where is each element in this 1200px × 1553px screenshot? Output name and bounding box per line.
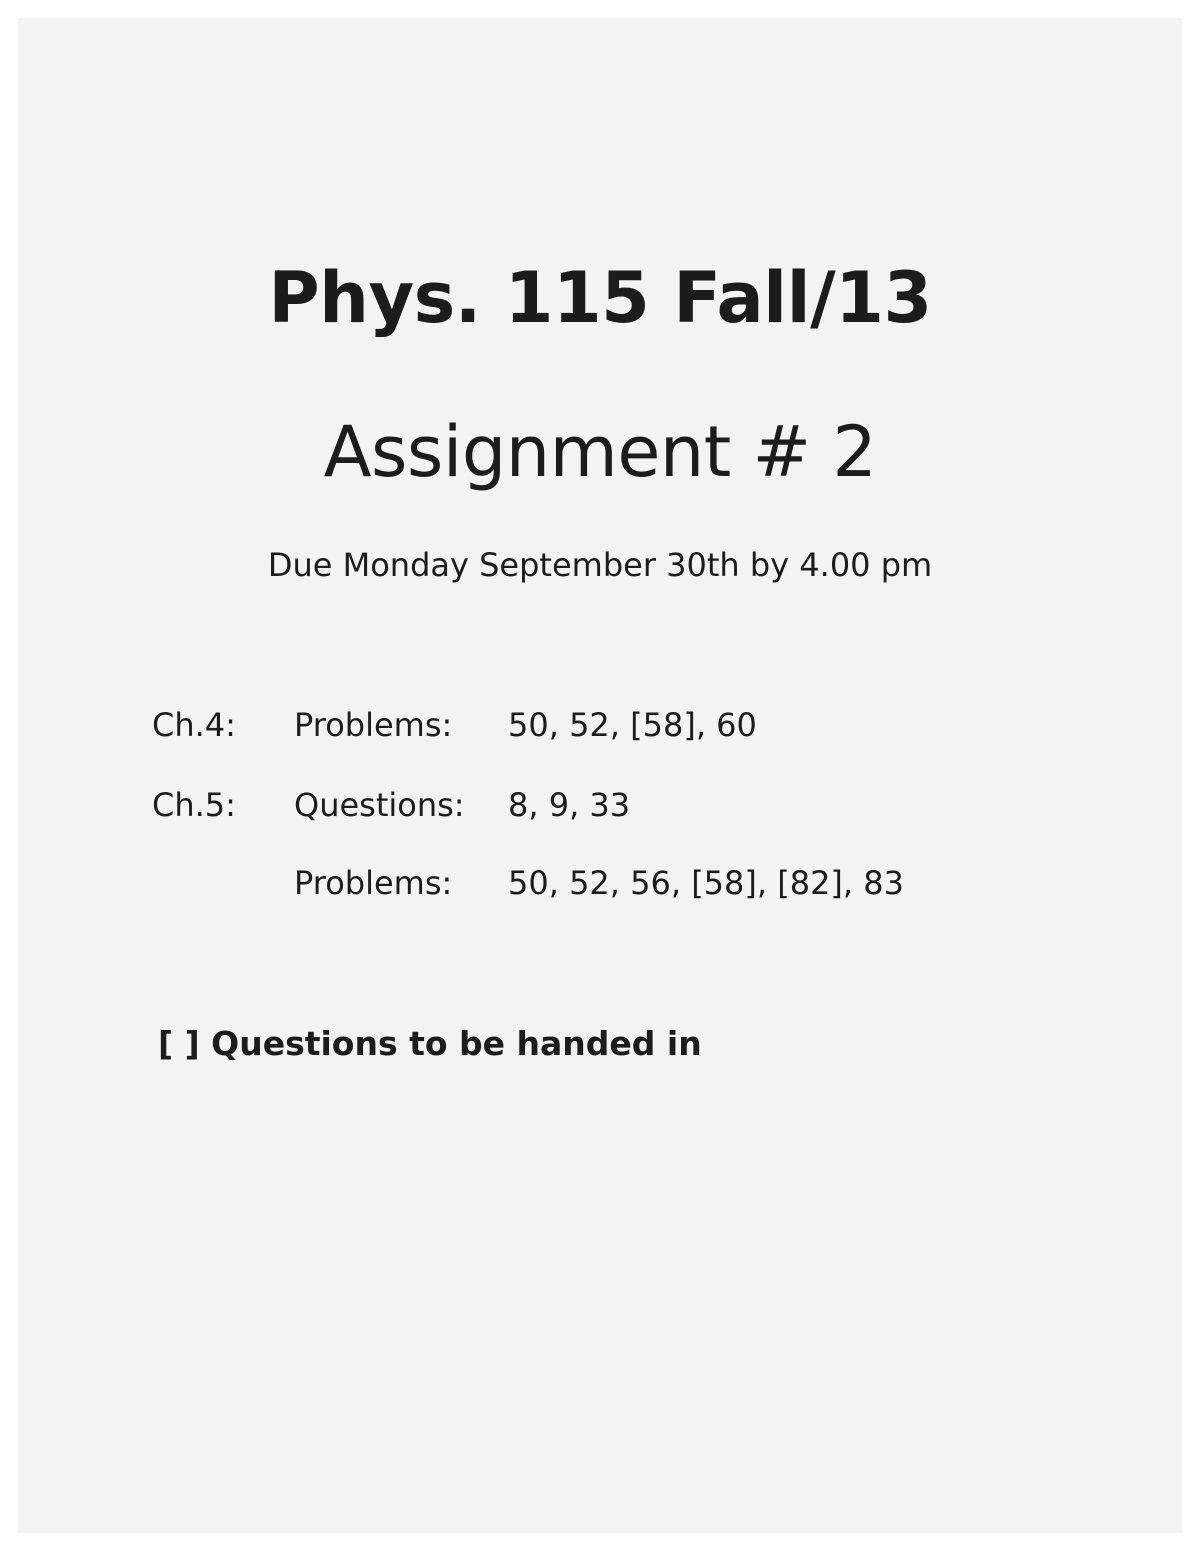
chapter-5-problems-list: 50, 52, 56, [58], [82], 83 bbox=[508, 864, 904, 902]
chapter-5-questions-list: 8, 9, 33 bbox=[508, 786, 631, 824]
course-title: Phys. 115 Fall/13 bbox=[268, 257, 932, 339]
chapter-5-problems-label: Problems: bbox=[294, 864, 453, 902]
assignment-title: Assignment # 2 bbox=[323, 411, 877, 493]
chapter-4-problems-label: Problems: bbox=[294, 706, 453, 744]
due-date-line: Due Monday September 30th by 4.00 pm bbox=[267, 546, 933, 584]
chapter-5-label: Ch.5: bbox=[152, 786, 236, 824]
assignment-sheet bbox=[18, 18, 1182, 1533]
hand-in-legend-note: [ ] Questions to be handed in bbox=[158, 1024, 702, 1063]
chapter-4-problems-list: 50, 52, [58], 60 bbox=[508, 706, 757, 744]
chapter-4-label: Ch.4: bbox=[152, 706, 236, 744]
chapter-5-questions-label: Questions: bbox=[294, 786, 465, 824]
